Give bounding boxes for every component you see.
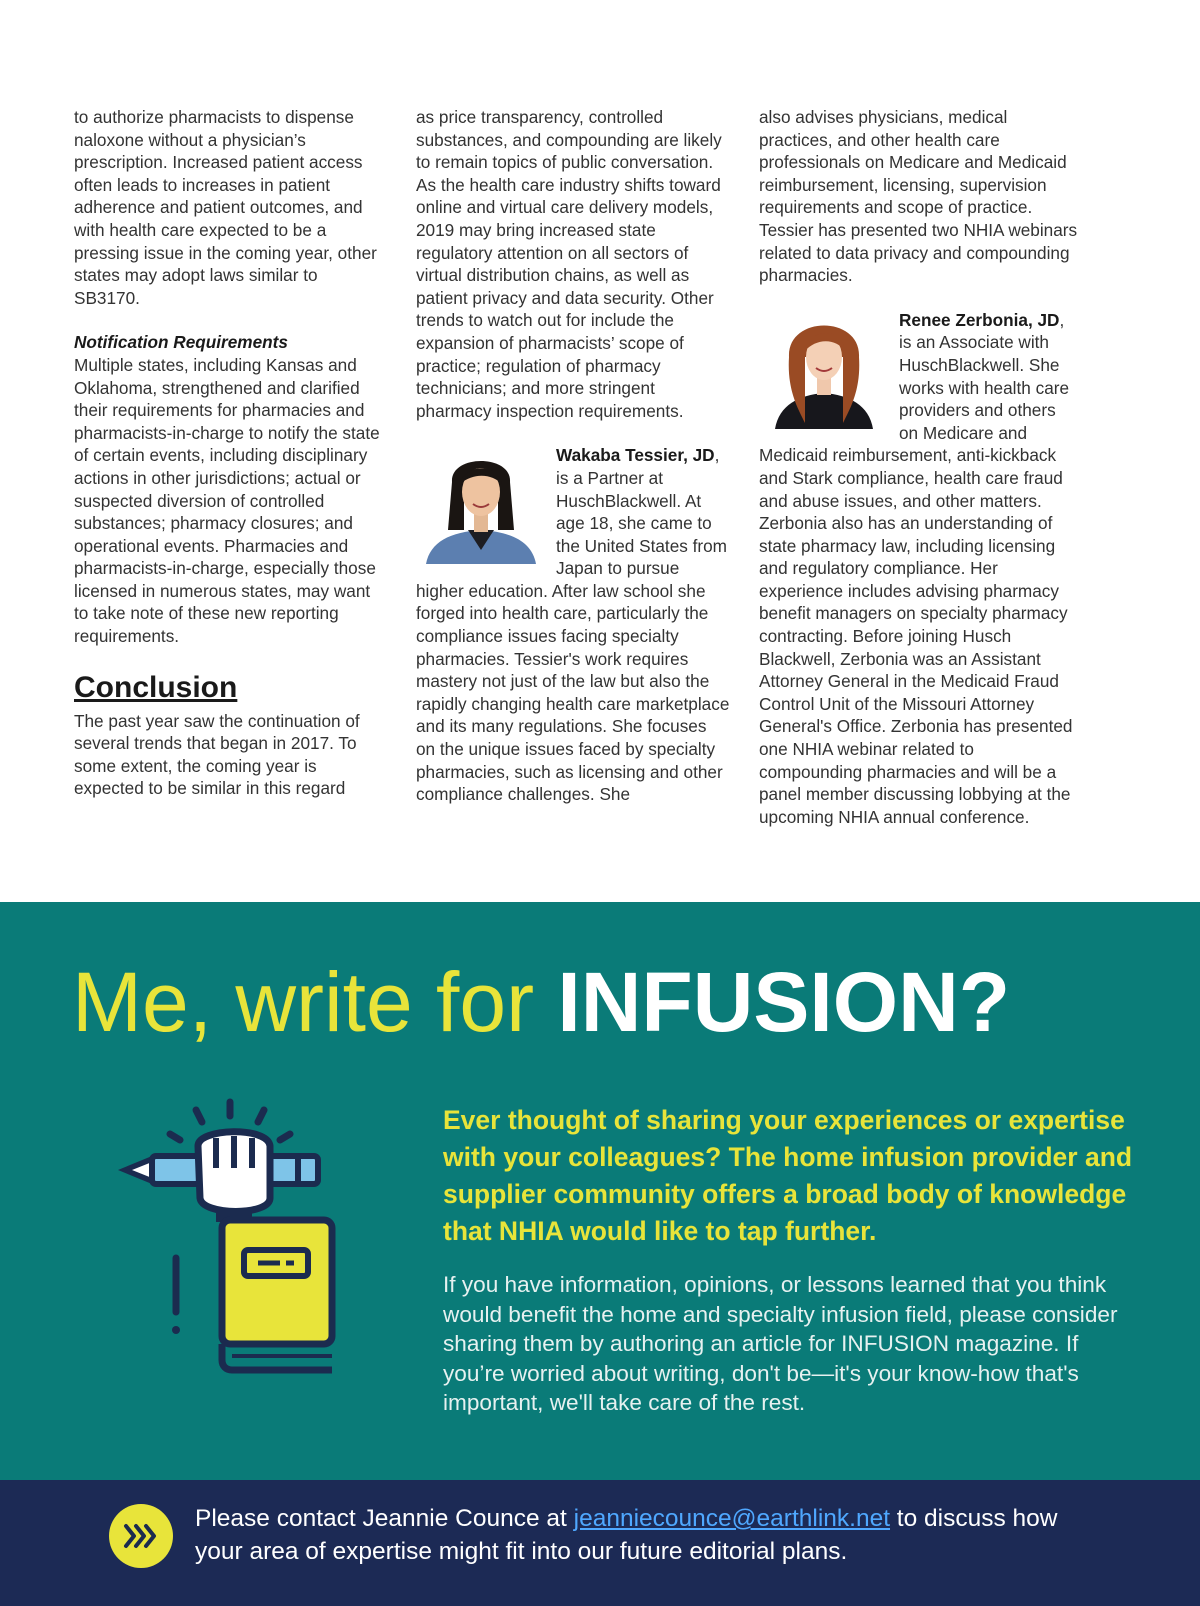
- conclusion-heading: Conclusion: [74, 670, 238, 704]
- column1-intro: to authorize pharmacists to dispense naloxone without a physician’s prescription. Increased patient access often leads to increases in patient adherence and patient outcomes, and with health care expected to be a pressing issue in the coming year, other states may adopt laws similar to SB3170.: [74, 107, 377, 308]
- promo-title-bold: INFUSION?: [557, 955, 1011, 1049]
- author-bio-tessier: [416, 444, 730, 806]
- author-photo-tessier: [416, 446, 546, 564]
- hand-pencil-book-icon: [118, 1098, 358, 1374]
- contact-text-before: Please contact Jeannie Counce at: [195, 1505, 574, 1532]
- article-column-2: [416, 106, 730, 806]
- bio-name-tessier: Wakaba Tessier, JD: [556, 445, 715, 466]
- author-photo-zerbonia: [759, 311, 889, 429]
- conclusion-body: The past year saw the continuation of several trends that began in 2017. To some extent, the coming year is expected to be similar in this regard: [74, 710, 360, 799]
- promo-lead: Ever thought of sharing your experiences or expertise with your colleagues? The home infusion provider and supplier community offers a broad body of knowledge that NHIA would like to tap further.: [443, 1105, 1133, 1246]
- contact-text: [195, 1502, 1095, 1568]
- contact-footer: [0, 1480, 1200, 1606]
- column3-body: also advises physicians, medical practices, and other health care professionals on Medicare and Medicaid reimbursement, licensing, supervision requirements and scope of practice. Tessier has presented two NHIA webinars related to data privacy and compounding pharmacies.: [759, 107, 1078, 286]
- contact-email-link[interactable]: jeanniecounce@earthlink.net: [573, 1505, 890, 1532]
- write-for-infusion-promo: [0, 902, 1200, 1480]
- promo-title: [72, 952, 1010, 1052]
- author-bio-zerbonia: [759, 309, 1079, 829]
- bio-name-zerbonia: Renee Zerbonia, JD: [899, 309, 1060, 330]
- article-column-3: [759, 106, 1079, 828]
- contact-text-after: to discuss how your area of expertise might fit into our future editorial plans.: [195, 1505, 1058, 1565]
- notification-heading: Notification Requirements: [74, 332, 288, 353]
- promo-title-light: Me, write for: [72, 955, 558, 1049]
- notification-body: Multiple states, including Kansas and Oklahoma, strengthened and clarified their requirements for pharmacies and pharmacists-in-charge to notify the state of certain events, including disciplinary actions in other jurisdictions; actual or suspected diversion of controlled substances; pharmacy closures; and operational events. Pharmacies and pharmacists-in-charge, especially those licensed in numerous states, may want to take note of these new reporting requirements.: [74, 354, 380, 647]
- bio-text-tessier: , is a Partner at HuschBlackwell. At age 18, she came to the United States from Japan to pursue higher education. After law school she forged into health care, particularly the compliance issues facing specialty pharmacies. Tessier's work requires mastery not just of the law but also the rapidly changing health care marketplace and its many regulations. She focuses on the unique issues faced by specialty pharmacies, such as licensing and other compliance challenges. She: [416, 445, 730, 805]
- article-column-1: [74, 106, 388, 800]
- chevrons-right-icon: [109, 1504, 173, 1568]
- column2-body: as price transparency, controlled substances, and compounding are likely to remain topics of public conversation. As the health care industry shifts toward online and virtual care delivery models, 2019 may bring increased state regulatory attention on all sectors of virtual distribution chains, as well as patient privacy and data security. Other trends to watch out for include the expansion of pharmacists’ scope of practice; regulation of pharmacy technicians; and more stringent pharmacy inspection requirements.: [416, 107, 722, 421]
- bio-text-zerbonia: , is an Associate with HuschBlackwell. She works with health care providers and others on Medicare and Medicaid reimbursement, anti-kickback and Stark compliance, health care fraud and abuse issues, and other matters. Zerbonia also has an understanding of state pharmacy law, including licensing and regulatory compliance. Her experience includes advising pharmacy benefit managers on specialty pharmacy contracting. Before joining Husch Blackwell, Zerbonia was an Assistant Attorney General in the Medicaid Fraud Control Unit of the Missouri Attorney General's Office. Zerbonia has presented one NHIA webinar related to compounding pharmacies and will be a panel member discussing lobbying at the upcoming NHIA annual conference.: [759, 309, 1073, 827]
- promo-body: If you have information, opinions, or lessons learned that you think would benefit the home and specialty infusion field, please consider sharing them by authoring an article for INFUSION magazine. If you’re worried about writing, don't be—it's your know-how that's important, we'll take care of the rest.: [443, 1272, 1118, 1415]
